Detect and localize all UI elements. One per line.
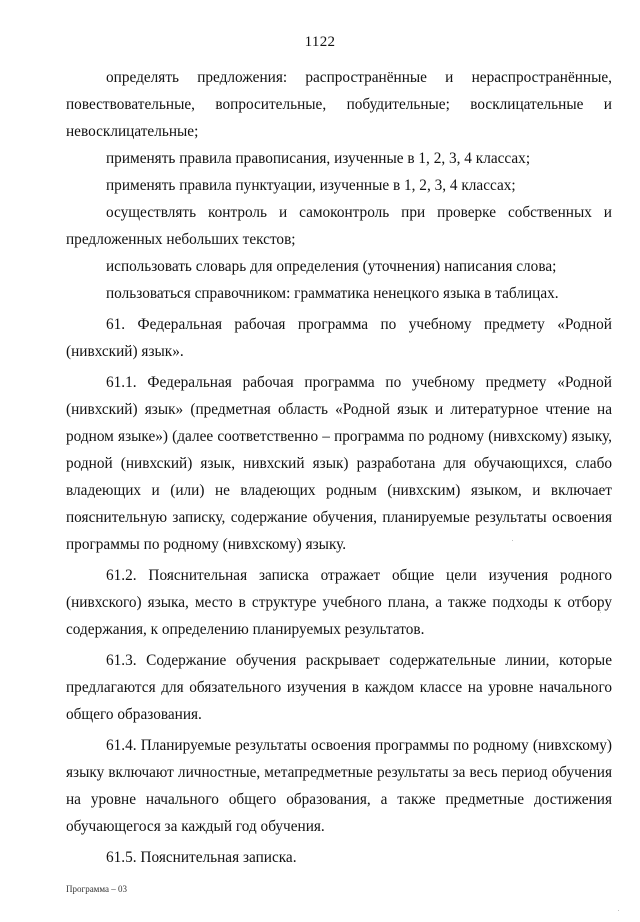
paragraph-sentence-types: определять предложения: распространённые и нераспространённые, повествовательные, вопросительные, побудительные; восклицательные и невосклицательные;	[66, 69, 612, 140]
section-61-4: 61.4. Планируемые результаты освоения программы по родному (нивхскому) языку включают личностные, метапредметные результаты за весь период обучения на уровне начального общего образования, а также предметные достижения обучающегося за каждый год обучения.	[66, 737, 612, 835]
body-text	[66, 64, 612, 871]
scan-speck	[600, 612, 601, 613]
paragraph-reference-use: пользоваться справочником: грамматика ненецкого языка в таблицах.	[106, 285, 559, 302]
section-61-heading: 61. Федеральная рабочая программа по учебному предмету «Родной (нивхский) язык».	[66, 316, 612, 360]
section-61-5: 61.5. Пояснительная записка.	[106, 849, 297, 866]
paragraph-self-control: осуществлять контроль и самоконтроль при проверке собственных и предложенных небольших текстов;	[66, 204, 612, 248]
section-61-3: 61.3. Содержание обучения раскрывает содержательные линии, которые предлагаются для обязательного изучения в каждом классе на уровне начального общего образования.	[66, 652, 612, 723]
paragraph-punctuation-rules: применять правила пунктуации, изученные в 1, 2, 3, 4 классах;	[106, 177, 516, 194]
section-61-1: 61.1. Федеральная рабочая программа по учебному предмету «Родной (нивхский) язык» (предметная область «Родной язык и литературное чтение на родном языке») (далее соответственно – программа по родному (нивхскому) языку, родной (нивхский) язык, нивхский язык) разработана для обучающихся, слабо владеющих и (или) не владеющих родным (нивхским) языком, и включает пояснительную записку, содержание обучения, планируемые результаты освоения программы по родному (нивхскому) языку.	[66, 374, 612, 553]
page-number: 1122	[304, 34, 336, 50]
scan-speck	[618, 910, 619, 911]
paragraph-dictionary-use: использовать словарь для определения (уточнения) написания слова;	[106, 258, 557, 275]
page-footer: Программа – 03	[66, 884, 128, 894]
paragraph-spelling-rules: применять правила правописания, изученные в 1, 2, 3, 4 классах;	[106, 150, 531, 167]
section-61-2: 61.2. Пояснительная записка отражает общие цели изучения родного (нивхского) языка, место в структуре учебного плана, а также подходы к отбору содержания, к определению планируемых результатов.	[66, 567, 612, 638]
scan-speck	[512, 540, 513, 541]
